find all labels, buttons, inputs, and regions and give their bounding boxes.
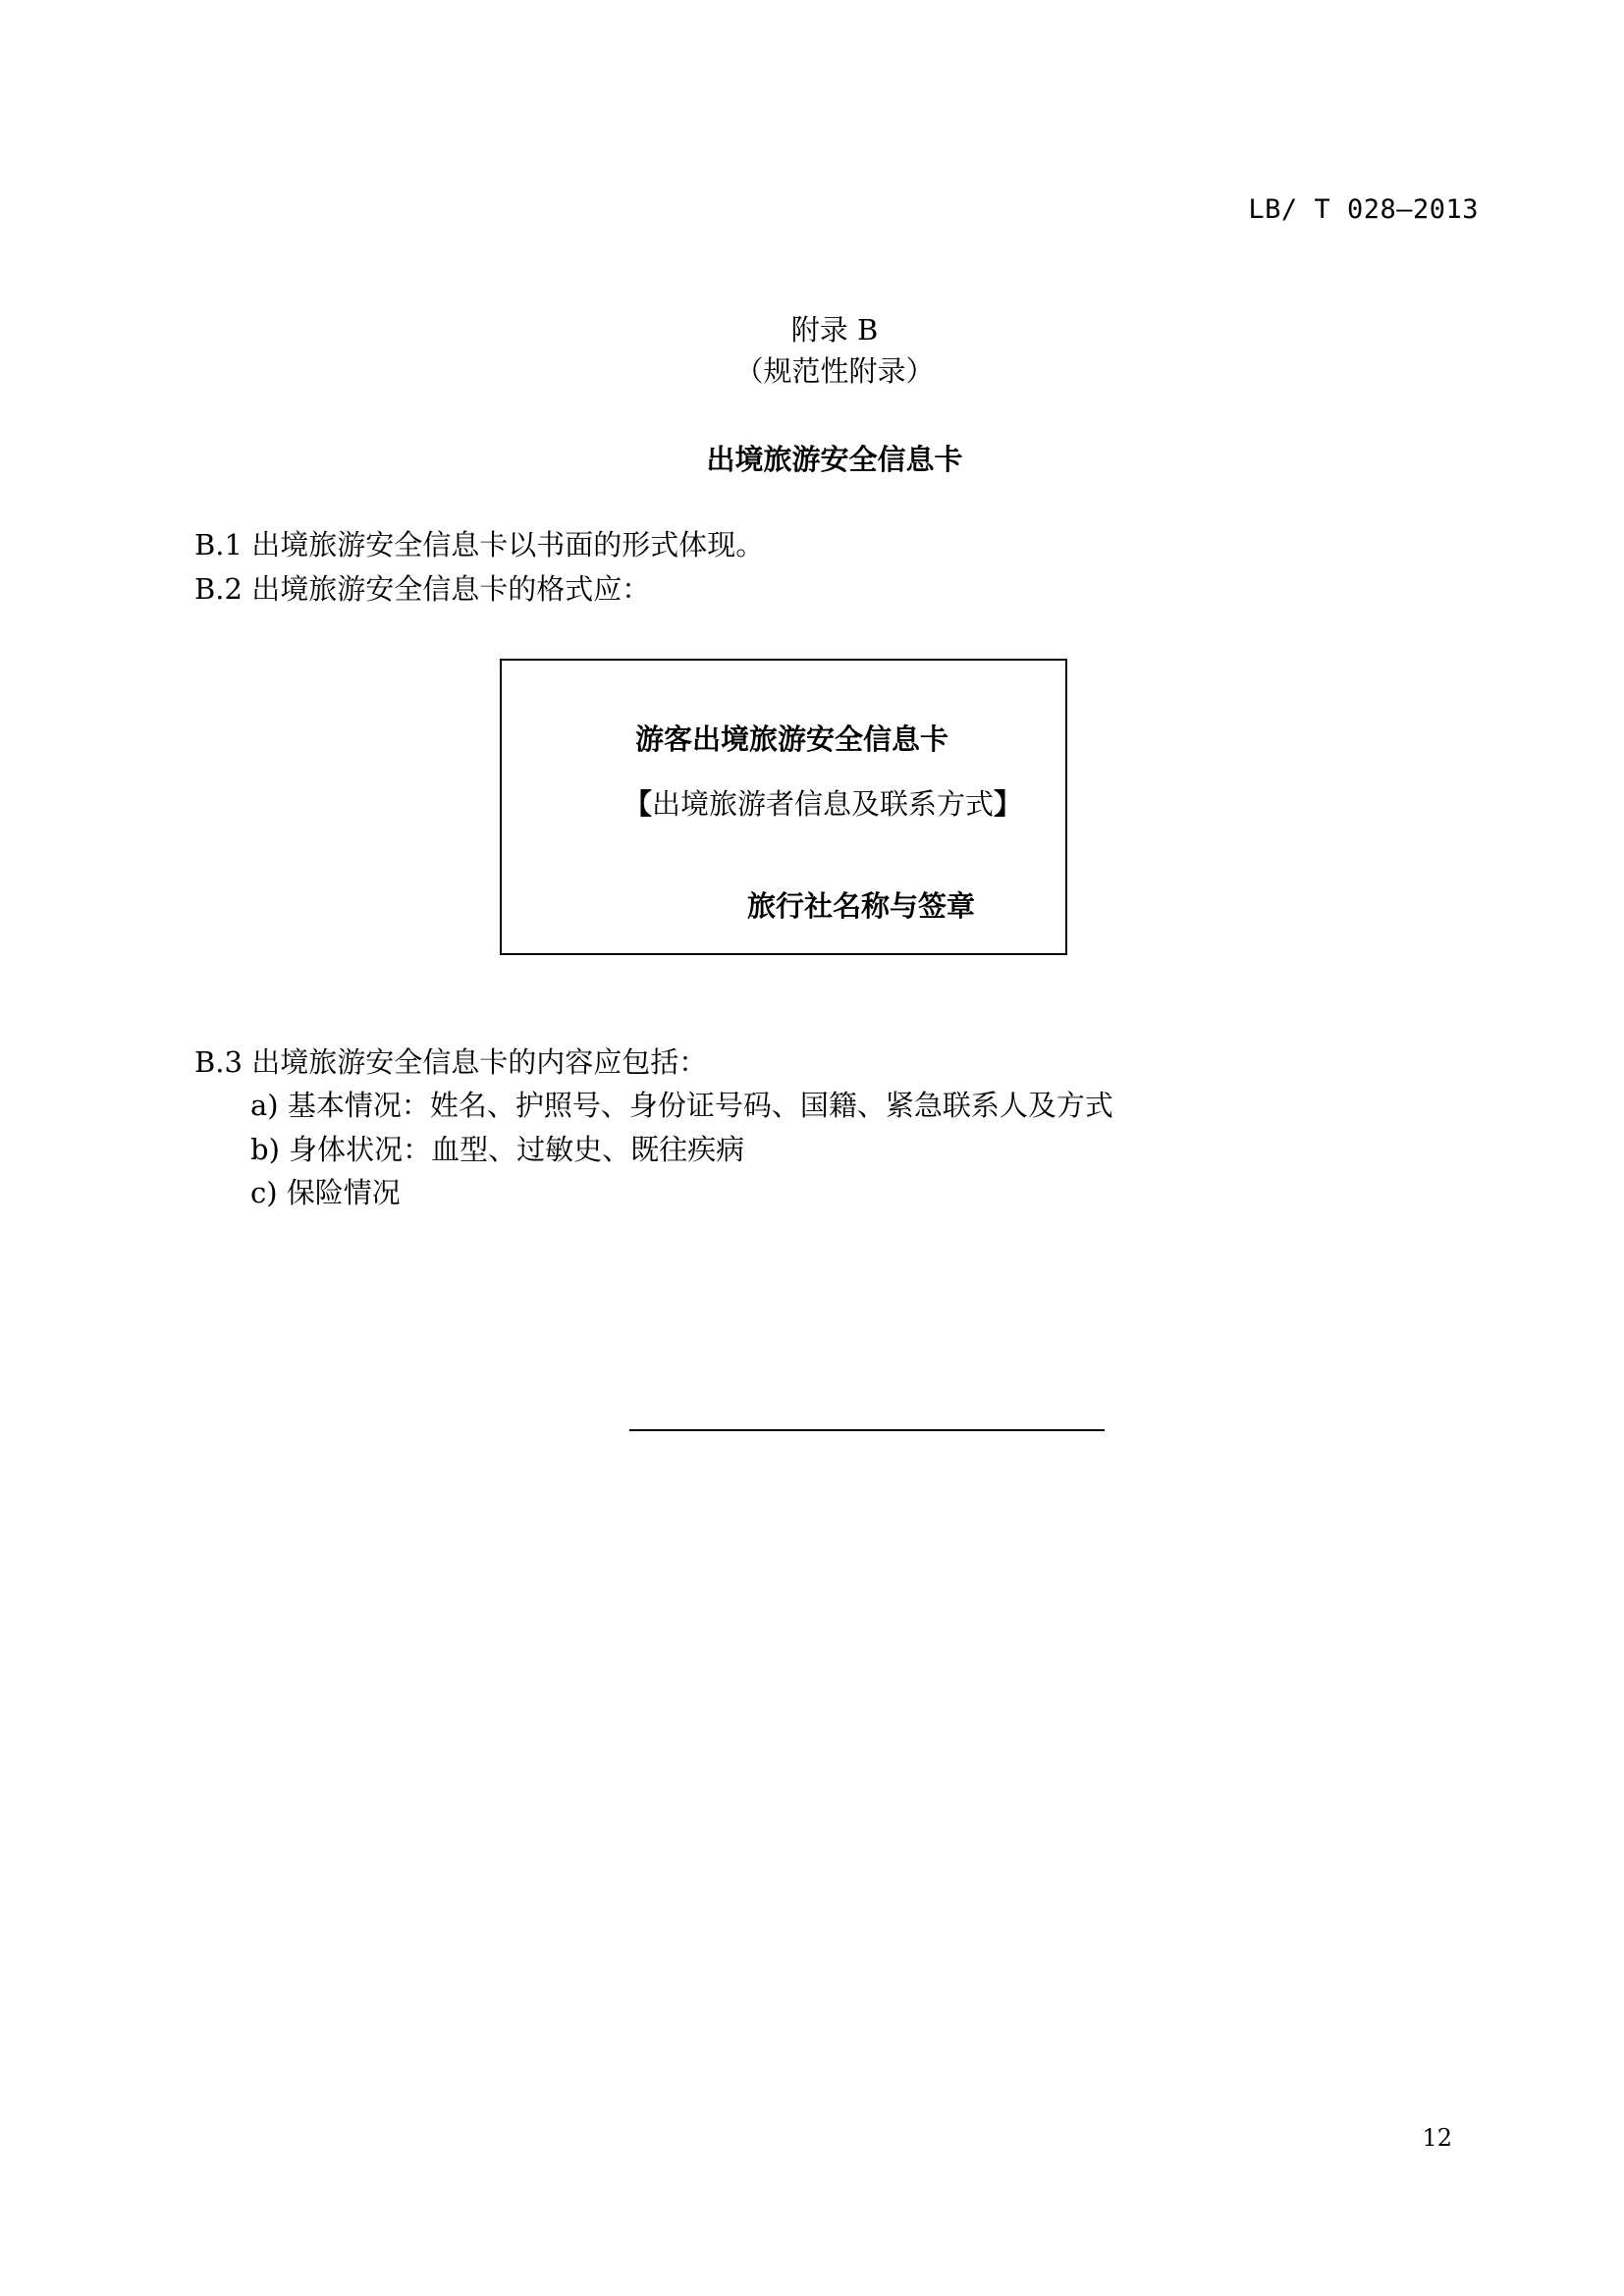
card-info-text: 出境旅游者信息及联系方式 [652,787,995,821]
clause-b1: B.1 出境旅游安全信息卡以书面的形式体现。 [194,528,765,561]
clause-b3: B.3 出境旅游安全信息卡的内容应包括： [194,1045,708,1079]
bracket-close: 】 [994,787,1023,821]
card-agency-signature: 旅行社名称与签章 [747,889,976,923]
info-card-sample [500,659,1067,955]
page-number: 12 [1422,2124,1452,2152]
clause-b2: B.2 出境旅游安全信息卡的格式应： [194,572,651,606]
list-item-c: c) 保险情况 [250,1176,401,1209]
standard-code: LB/ T 028—2013 [1248,194,1479,225]
bracket-open: 【 [623,787,653,821]
card-title: 游客出境旅游安全信息卡 [635,722,949,756]
annex-subtitle: （规范性附录） [734,354,935,388]
list-item-a: a) 基本情况：姓名、护照号、身份证号码、国籍、紧急联系人及方式 [250,1089,1113,1122]
list-item-b: b) 身体状况：血型、过敏史、既往疾病 [250,1133,745,1166]
section-heading: 出境旅游安全信息卡 [706,443,963,476]
annex-title: 附录 B [790,313,879,347]
end-rule [629,1429,1105,1431]
card-info-line [623,782,1022,823]
